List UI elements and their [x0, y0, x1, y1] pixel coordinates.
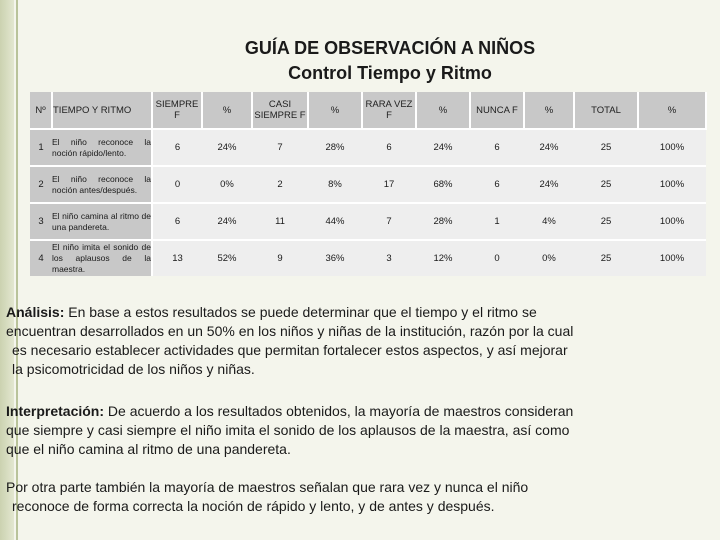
row-number: 2: [30, 166, 52, 203]
header-pct-casi: %: [308, 92, 362, 129]
analysis-paragraph: [6, 303, 666, 379]
interpretation-line-2: que siempre y casi siempre el niño imita el sonido de los aplausos de la maestra, así como: [6, 422, 570, 438]
header-no: Nº: [30, 92, 52, 129]
header-casi-siempre: CASI SIEMPRE F: [252, 92, 308, 129]
cell-siempre-pct: 0%: [202, 166, 252, 203]
cell-casi-pct: 8%: [308, 166, 362, 203]
cell-total: 25: [574, 166, 638, 203]
row-description: El niño reconoce la noción rápido/lento.: [52, 129, 152, 166]
cell-total: 25: [574, 203, 638, 240]
analysis-line-3: es necesario establecer actividades que permitan fortalecer estos aspectos, y así mejorar: [12, 342, 568, 358]
header-pct-total: %: [638, 92, 706, 129]
analysis-line-1: [6, 303, 666, 322]
cell-casi: 11: [252, 203, 308, 240]
table-row: [30, 129, 706, 166]
conclusion-line-1: Por otra parte también la mayoría de maestros señalan que rara vez y nunca el niño: [6, 479, 529, 495]
analysis-label: Análisis:: [6, 304, 65, 320]
cell-rara: 17: [362, 166, 416, 203]
table-row: [30, 240, 706, 276]
cell-siempre: 6: [152, 203, 202, 240]
analysis-line-4: la psicomotricidad de los niños y niñas.: [12, 361, 255, 377]
table-header-row: [30, 92, 706, 129]
header-pct-nunca: %: [524, 92, 574, 129]
cell-total-pct: 100%: [638, 203, 706, 240]
cell-casi: 2: [252, 166, 308, 203]
cell-rara-pct: 24%: [416, 129, 470, 166]
cell-total: 25: [574, 129, 638, 166]
cell-casi: 7: [252, 129, 308, 166]
cell-rara-pct: 12%: [416, 240, 470, 276]
cell-nunca: 0: [470, 240, 524, 276]
cell-nunca: 6: [470, 129, 524, 166]
cell-siempre: 0: [152, 166, 202, 203]
header-total: TOTAL: [574, 92, 638, 129]
cell-siempre-pct: 52%: [202, 240, 252, 276]
conclusion-paragraph: [6, 478, 666, 516]
header-rara-vez: RARA VEZ F: [362, 92, 416, 129]
row-number: 3: [30, 203, 52, 240]
cell-nunca-pct: 4%: [524, 203, 574, 240]
row-description: El niño imita el sonido de los aplausos de la maestra.: [52, 242, 151, 274]
table-row: [30, 203, 706, 240]
cell-nunca: 1: [470, 203, 524, 240]
header-siempre: SIEMPRE F: [152, 92, 202, 129]
header-nunca: NUNCA F: [470, 92, 524, 129]
cell-rara: 6: [362, 129, 416, 166]
page-subtitle: Control Tiempo y Ritmo: [288, 63, 492, 83]
cell-rara: 3: [362, 240, 416, 276]
interpretation-paragraph: [6, 402, 666, 459]
analysis-text-1: En base a estos resultados se puede determinar que el tiempo y el ritmo se: [68, 304, 537, 320]
row-description: El niño camina al ritmo de una pandereta.: [52, 203, 152, 240]
cell-rara: 7: [362, 203, 416, 240]
analysis-line-2: encuentran desarrollados en un 50% en los niños y niñas de la institución, razón por la cual: [6, 323, 574, 339]
cell-total: 25: [574, 240, 638, 276]
cell-nunca-pct: 0%: [524, 240, 574, 276]
cell-casi-pct: 36%: [308, 240, 362, 276]
cell-casi: 9: [252, 240, 308, 276]
interpretation-line-1: [6, 402, 666, 421]
observation-table: [30, 92, 707, 276]
cell-total-pct: 100%: [638, 129, 706, 166]
row-description: El niño reconoce la noción antes/después.: [52, 166, 152, 203]
cell-rara-pct: 28%: [416, 203, 470, 240]
cell-nunca-pct: 24%: [524, 129, 574, 166]
row-number: 4: [30, 240, 52, 276]
cell-siempre: 6: [152, 129, 202, 166]
conclusion-line-2: reconoce de forma correcta la noción de rápido y lento, y de antes y después.: [12, 498, 495, 514]
row-number: 1: [30, 129, 52, 166]
cell-nunca: 6: [470, 166, 524, 203]
table-row: [30, 166, 706, 203]
cell-casi-pct: 28%: [308, 129, 362, 166]
header-pct-rara: %: [416, 92, 470, 129]
interpretation-line-3: que el niño camina al ritmo de una pandereta.: [6, 441, 291, 457]
cell-casi-pct: 44%: [308, 203, 362, 240]
cell-total-pct: 100%: [638, 166, 706, 203]
cell-siempre-pct: 24%: [202, 129, 252, 166]
interpretation-text-1: De acuerdo a los resultados obtenidos, la mayoría de maestros consideran: [107, 403, 574, 419]
cell-nunca-pct: 24%: [524, 166, 574, 203]
cell-siempre: 13: [152, 240, 202, 276]
header-pct-siempre: %: [202, 92, 252, 129]
cell-rara-pct: 68%: [416, 166, 470, 203]
page-title: GUÍA DE OBSERVACIÓN A NIÑOS: [244, 38, 536, 58]
cell-siempre-pct: 24%: [202, 203, 252, 240]
header-item: TIEMPO Y RITMO: [52, 92, 152, 129]
cell-total-pct: 100%: [638, 240, 706, 276]
interpretation-label: Interpretación:: [6, 403, 105, 419]
